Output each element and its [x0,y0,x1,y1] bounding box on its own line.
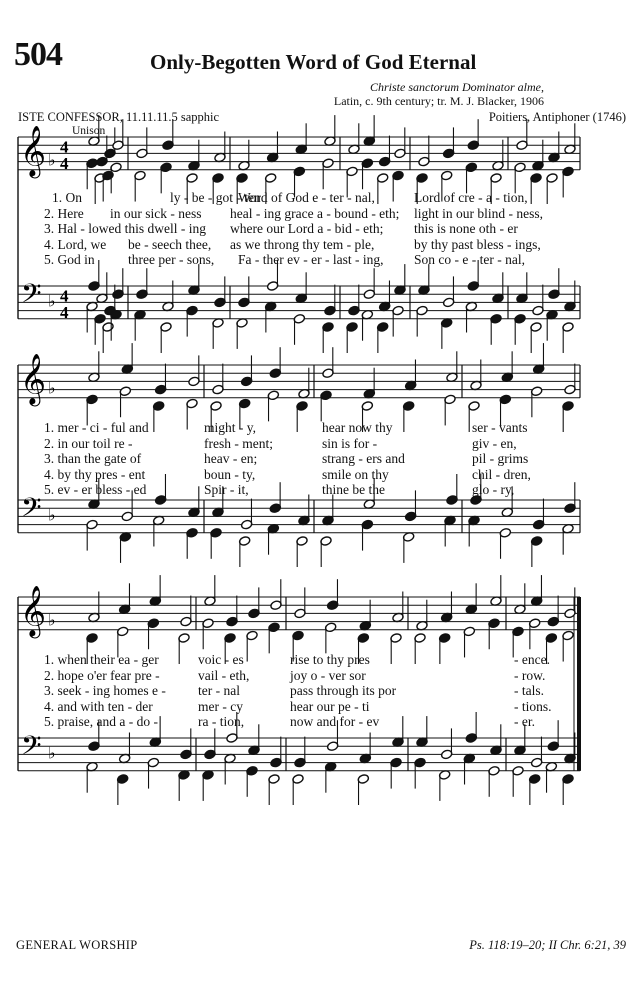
system-3-verse-1-lyric: - ence. [514,652,550,667]
system-1-verse-2-lyric: light in our blind - ness, [414,205,543,221]
system-3-verse-3-lyric: ter - nal [198,683,240,698]
system-2-verse-5-lyric: thine be the [322,482,385,497]
system-1-verse-4-lyric: as we throng thy tem - ple, [230,236,375,252]
system-1-verse-5-lyric: 5. God in [44,252,95,267]
system-3-verse-3-lyric: 3. seek - ing homes e - [44,683,166,698]
system-2-verse-3-lyric: strang - ers and [322,451,405,466]
system-2-verse-4-lyric: chil - dren, [472,466,531,482]
unison-marking: Unison [72,125,106,137]
system-3-verse-2-lyric: vail - eth, [198,667,250,683]
system-2-verse-5-lyric: glo - ry, [472,482,515,497]
hymn-number: 504 [14,36,62,73]
system-1-verse-3-lyric: this is none oth - er [414,221,518,236]
system-3-verse-4-lyric: hear our pe - ti [290,698,370,714]
system-1-verse-4-lyric: be - seech thee, [128,236,212,252]
system-2-verse-5-lyric: Spir - it, [204,482,249,497]
footer-reference: Ps. 118:19–20; II Chr. 6:21, 39 [469,938,626,952]
system-3-verse-4-lyric: 4. and with ten - der [44,698,153,714]
system-1-treble-clef: 𝄞 [20,125,47,177]
time-signature-top: 4 [60,137,69,157]
system-2-verse-3-lyric: pil - grims [472,451,529,466]
final-thick-barline [577,597,581,771]
music-source: Poitiers, Antiphoner (1746) [488,110,626,124]
system-2-verse-2-lyric: giv - en, [472,435,517,451]
system-3-verse-1-lyric: rise to thy pres [290,652,370,667]
system-2-treble-clef: 𝄞 [20,353,47,405]
system-1-verse-1-lyric: 1. On [52,190,82,205]
system-2-verse-3-lyric: heav - en; [204,451,258,466]
system-3-verse-4-lyric: - tions. [514,698,552,714]
system-3-bass-key-flat: ♭ [48,743,56,763]
system-3-treble-key-flat: ♭ [48,610,56,630]
system-1-verse-3-lyric: where our Lord a - bid - eth; [230,221,384,236]
system-2-verse-4-lyric: boun - ty, [204,466,256,482]
system-2-bass-clef: 𝄢 [21,491,42,530]
system-1-verse-5-lyric: Son co - e - ter - nal, [414,252,525,267]
system-1-verse-1-lyric: Lord of cre - a - tion, [414,190,528,205]
system-3-verse-3-lyric: - tals. [514,683,544,698]
system-2-verse-4-lyric: smile on thy [322,466,389,482]
system-1-bass-key-flat: ♭ [48,291,56,311]
system-2-treble-key-flat: ♭ [48,378,56,398]
system-3-bass-clef: 𝄢 [21,729,42,768]
system-3-verse-3-lyric: pass through its por [290,683,397,698]
system-3-treble-clef: 𝄞 [20,585,47,637]
system-3-verse-1-lyric: voic - es [198,652,244,667]
latin-source: Christe sanctorum Dominator alme, [370,80,544,94]
footer-category: GENERAL WORSHIP [16,938,138,952]
time-signature-bottom: 4 [60,153,69,173]
system-3-verse-1-lyric: 1. when their ea - ger [44,652,159,667]
system-1-bass-clef: 𝄢 [21,277,42,316]
hymn-title: Only-Begotten Word of God Eternal [150,50,477,74]
time-signature-top: 4 [60,286,69,306]
system-3-verse-5-lyric: 5. praise, and a - do - [44,714,158,729]
system-1-verse-1-lyric: ly - be - got - ten [170,190,261,205]
system-1-treble-key-flat: ♭ [48,150,56,170]
system-1-verse-4-lyric: by thy past bless - ings, [414,236,541,252]
system-2-verse-5-lyric: 5. ev - er bless - ed [44,482,147,497]
system-1-verse-2-lyric: in our sick - ness [110,205,202,221]
system-1-verse-3-lyric: 3. Hal - lowed this dwell - ing [44,221,206,236]
system-3-verse-2-lyric: joy o - ver sor [290,667,366,683]
system-2-verse-3-lyric: 3. than the gate of [44,451,142,466]
system-2-verse-1-lyric: hear now thy [322,420,393,435]
system-2-verse-2-lyric: fresh - ment; [204,435,273,451]
translation-credit: Latin, c. 9th century; tr. M. J. Blacker, 1906 [333,94,544,108]
time-signature-bottom: 4 [60,302,69,322]
system-2-verse-1-lyric: ser - vants [472,420,528,435]
system-3-verse-5-lyric: now and for - ev [290,714,380,729]
system-1-verse-2-lyric: 2. Here [44,205,84,221]
system-2-verse-4-lyric: 4. by thy pres - ent [44,466,146,482]
system-1-verse-4-lyric: 4. Lord, we [44,236,107,252]
system-3-verse-4-lyric: mer - cy [198,698,243,714]
system-3-verse-2-lyric: 2. hope o'er fear pre - [44,667,160,683]
system-3-verse-5-lyric: - er. [514,714,535,729]
system-2-verse-1-lyric: might - y, [204,420,256,435]
system-3-verse-2-lyric: - row. [514,667,546,683]
system-1-verse-2-lyric: heal - ing grace a - bound - eth; [230,205,400,221]
system-2-verse-1-lyric: 1. mer - ci - ful and [44,420,149,435]
tune-name: ISTE CONFESSOR, 11.11.11.5 sapphic [18,110,220,124]
system-3-verse-5-lyric: ra - tion, [198,714,245,729]
system-1-verse-5-lyric: Fa - ther ev - er - last - ing, [238,252,384,267]
system-1-verse-5-lyric: three per - sons, [128,252,215,267]
system-2-bass-key-flat: ♭ [48,505,56,525]
system-2-verse-2-lyric: sin is for - [322,435,378,451]
system-2-verse-2-lyric: 2. in our toil re - [44,435,133,451]
system-1-verse-1-lyric: Word of God e - ter - nal, [238,190,375,205]
